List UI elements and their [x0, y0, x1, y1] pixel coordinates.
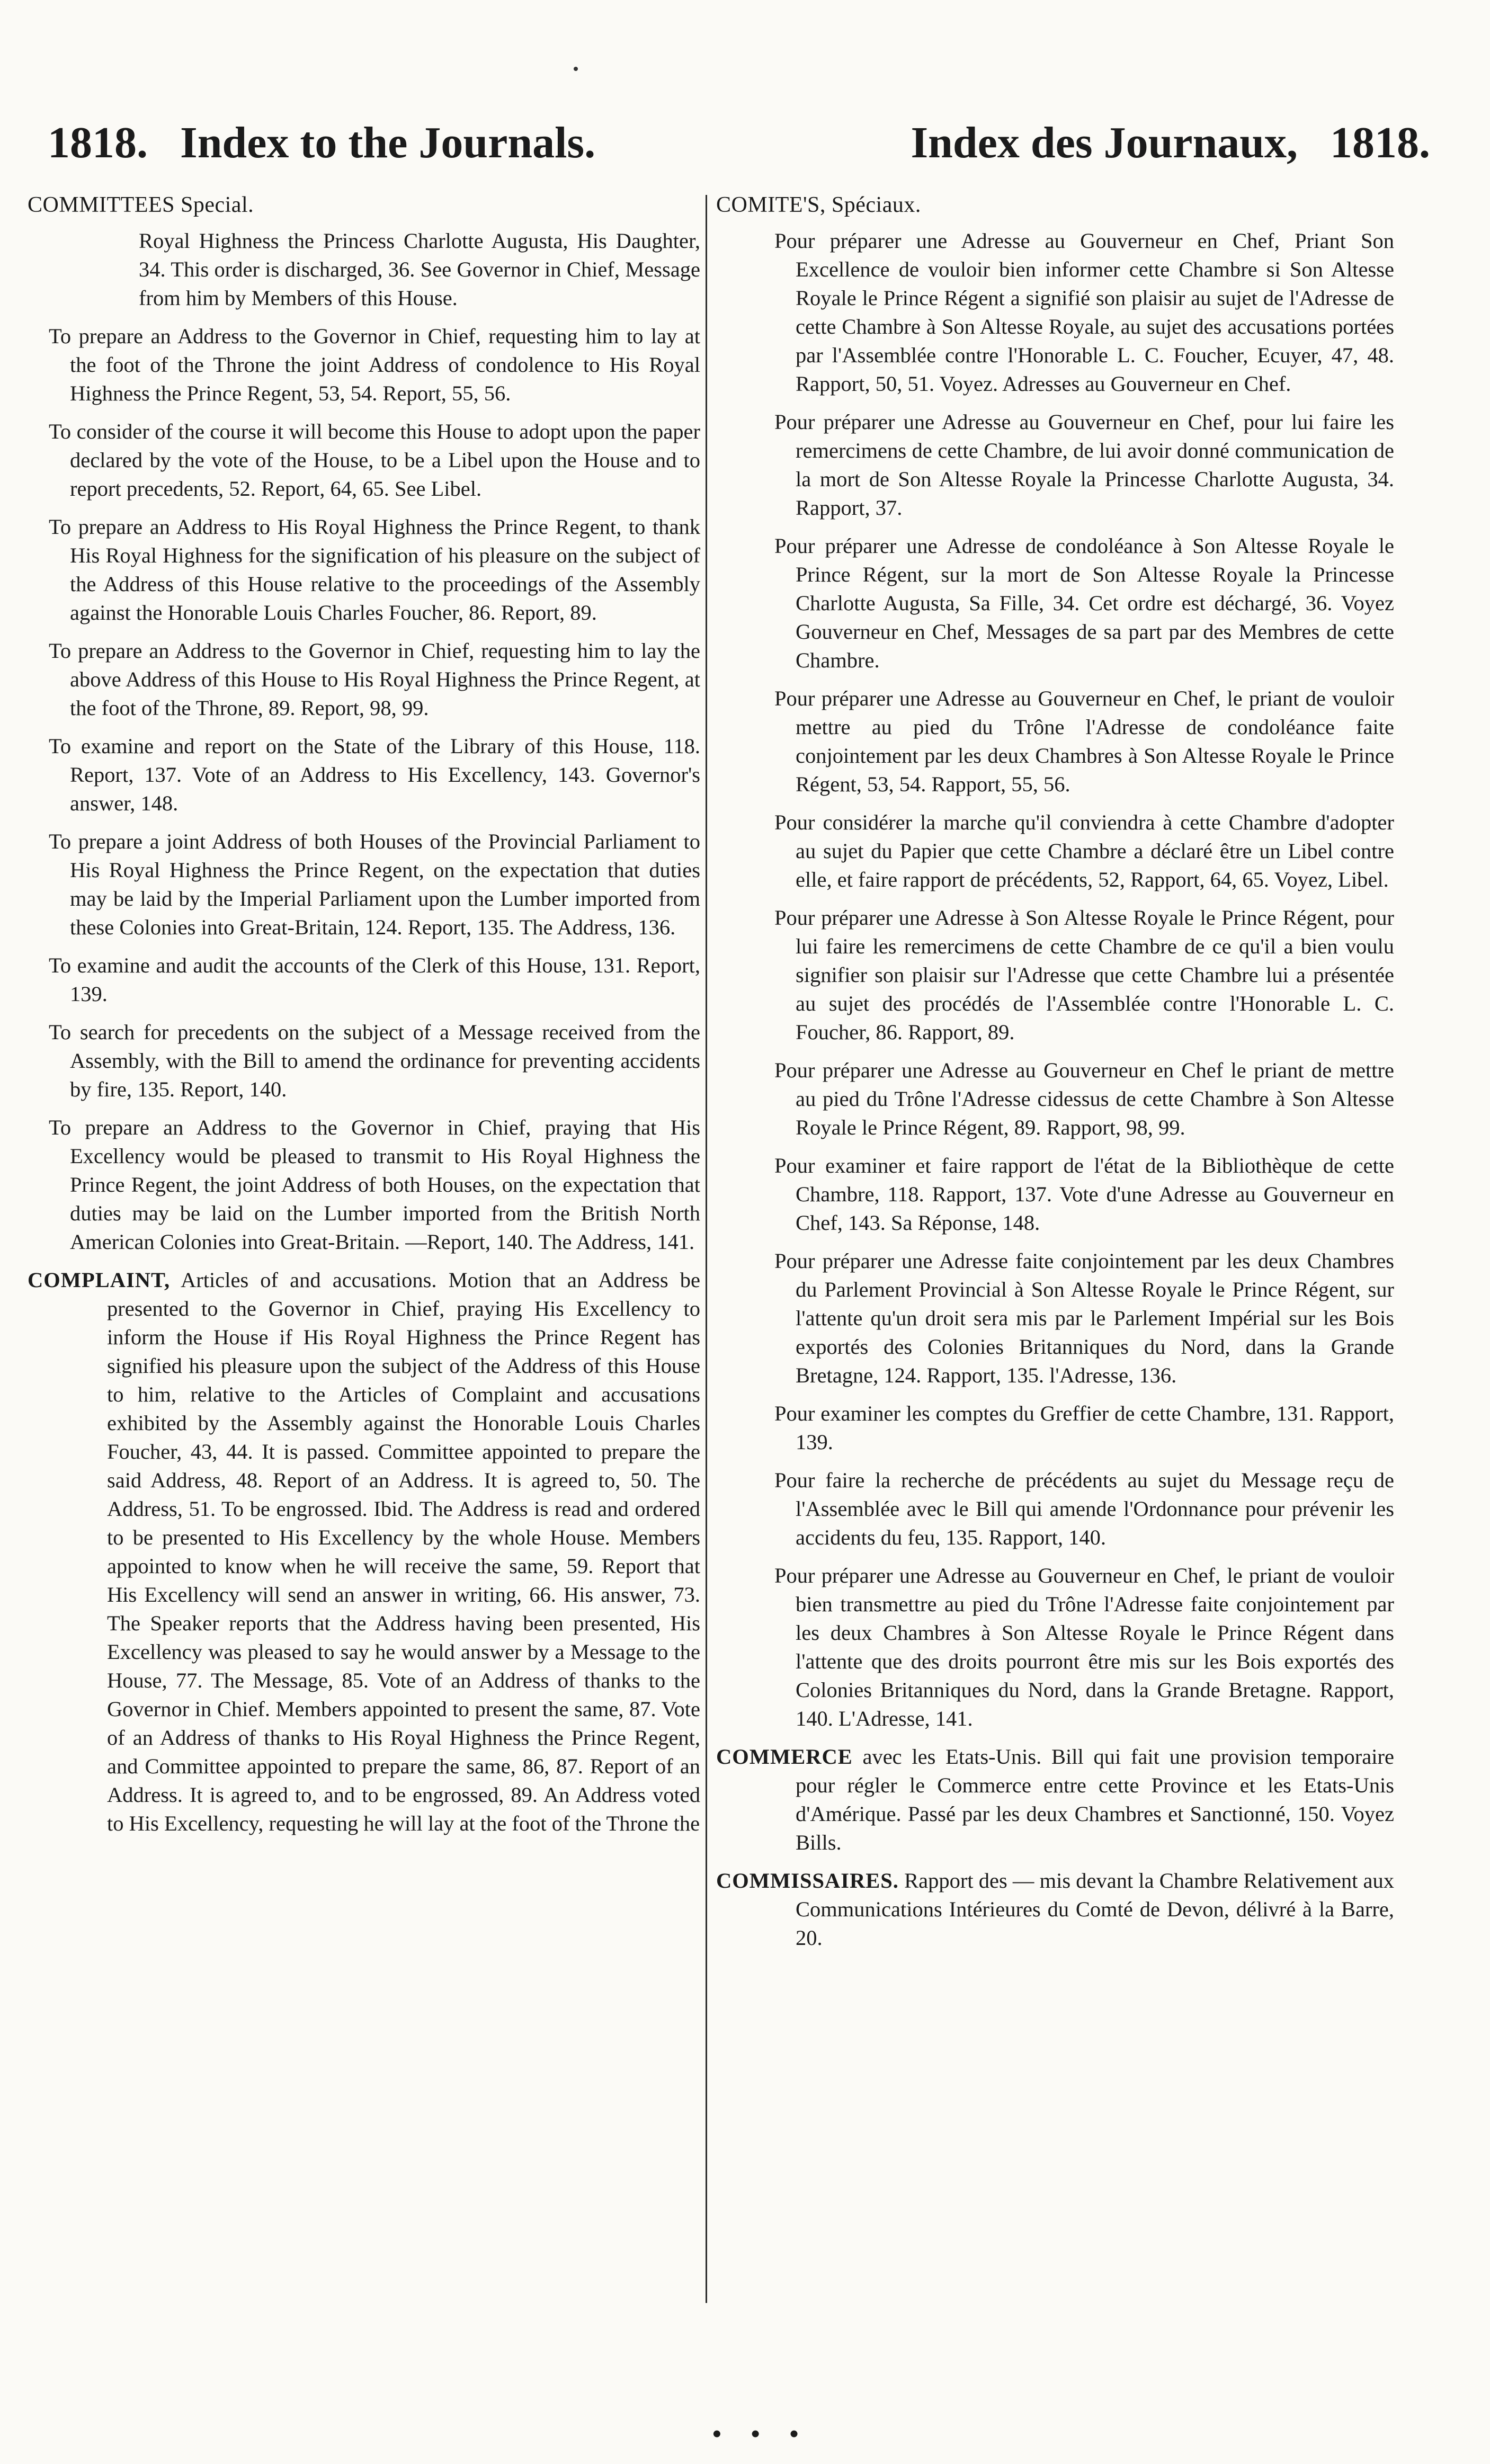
index-entry: To consider of the course it will become this House to adopt upon the paper declared by the vote of the House, to be a Libel upon the House and to report precedents, 52. Report, 64, 65. See Libel.	[49, 419, 700, 501]
index-entry: To prepare an Address to His Royal Highness the Prince Regent, to thank His Royal Highness for the signification of his pleasure on the subject of the Address of this House relative to the proceedings of the Assembly against the Honorable Louis Charles Foucher, 86. Report, 89.	[49, 515, 700, 624]
index-entry: Pour préparer une Adresse au Gouverneur en Chef le priant de mettre au pied du Trône l'Adresse cidessus de cette Chambre à Son Altesse Royale le Prince Régent, 89. Rapport, 98, 99.	[774, 1058, 1394, 1139]
index-entry: Pour préparer une Adresse faite conjointement par les deux Chambres du Parlement Provincial à Son Altesse Royale le Prince Régent, sur l'attente qu'un droit sera mis par le Parlement Impérial sur les Bois exportés des Colonies Britanniques du Nord, dans la Grande Bretagne, 124. Rapport, 135. l'Adresse, 136.	[774, 1249, 1394, 1387]
commissaires-heading: COMMISSAIRES.	[716, 1869, 899, 1892]
commerce-text: avec les Etats-Unis. Bill qui fait une provision temporaire pour régler le Commerce entre cette Province et les Etats-Unis d'Amérique. Passé par les deux Chambres et Sanctionné, 150. Voyez Bills.	[796, 1745, 1394, 1854]
index-entry: To search for precedents on the subject of a Message received from the Assembly, with the Bill to amend the ordinance for preventing accidents by fire, 135. Report, 140.	[49, 1020, 700, 1101]
index-entry: Pour préparer une Adresse à Son Altesse Royale le Prince Régent, pour lui faire les remercimens de cette Chambre de ce qu'il a bien voulu signifier son plaisir sur l'Adresse que cette Chambre lui a présentée au sujet des procédés de l'Assemblée contre l'Honorable L. C. Foucher, 86. Rapport, 89.	[774, 906, 1394, 1044]
left-header-title: Index to the Journals.	[180, 118, 596, 167]
complaint-entry	[28, 1266, 700, 1838]
index-entry: To prepare an Address to the Governor in Chief, praying that His Excellency would be pleased to transmit to His Royal Highness the Prince Regent, the joint Address of both Houses, on the expectation that duties may be laid on the Lumber imported from the British North American Colonies into Great-Britain. —Report, 140. The Address, 141.	[49, 1115, 700, 1254]
index-entry: Pour examiner et faire rapport de l'état de la Bibliothèque de cette Chambre, 118. Rapport, 137. Vote d'une Adresse au Gouverneur en Chef, 143. Sa Réponse, 148.	[774, 1154, 1394, 1235]
french-column	[716, 191, 1394, 1962]
index-entry: To prepare an Address to the Governor in Chief, requesting him to lay the above Address of this House to His Royal Highness the Prince Regent, at the foot of the Throne, 89. Report, 98, 99.	[49, 639, 700, 720]
index-entry: Pour préparer une Adresse au Gouverneur en Chef, pour lui faire les remercimens de cette Chambre, de lui avoir donné communication de la mort de Son Altesse Royale la Princesse Charlotte Augusta, 34. Rapport, 37.	[774, 410, 1394, 520]
left-header-year: 1818.	[48, 118, 148, 167]
complaint-heading: COMPLAINT,	[28, 1268, 171, 1292]
commissaires-text: Rapport des — mis devant la Chambre Relativement aux Communications Intérieures du Comté de Devon, délivré à la Barre, 20.	[796, 1869, 1394, 1950]
print-mark	[574, 67, 578, 71]
index-entry: Pour préparer une Adresse au Gouverneur en Chef, le priant de vouloir mettre au pied du Trône l'Adresse de condoléance faite conjointement par les deux Chambres à Son Altesse Royale le Prince Régent, 53, 54. Rapport, 55, 56.	[774, 686, 1394, 796]
right-running-header	[763, 111, 1430, 175]
index-entry: Pour considérer la marche qu'il conviendra à cette Chambre d'adopter au sujet du Papier que cette Chambre a déclaré être un Libel contre elle, et faire rapport de précédents, 52, Rapport, 64, 65. Voyez, Libel.	[774, 810, 1394, 891]
comites-heading: COMITE'S, Spéciaux.	[716, 193, 921, 217]
english-column	[28, 191, 700, 1847]
column-divider	[706, 195, 707, 2303]
commissaires-entry	[716, 1867, 1394, 1952]
footer-dots: • • •	[712, 2420, 810, 2448]
commerce-heading: COMMERCE	[716, 1745, 853, 1769]
index-entry: Pour examiner les comptes du Greffier de cette Chambre, 131. Rapport, 139.	[774, 1401, 1394, 1454]
right-header-title: Index des Journaux,	[911, 118, 1298, 167]
right-header-year: 1818.	[1330, 118, 1430, 167]
index-entry: Pour faire la recherche de précédents au sujet du Message reçu de l'Assemblée avec le Bill qui amende l'Ordonnance pour prévenir les accidents du feu, 135. Rapport, 140.	[774, 1468, 1394, 1549]
index-entry: Royal Highness the Princess Charlotte Augusta, His Daughter, 34. This order is discharged, 36. See Governor in Chief, Message from him by Members of this House.	[139, 229, 700, 310]
index-entry: To prepare a joint Address of both Houses of the Provincial Parliament to His Royal Highness the Prince Regent, on the expectation that duties may be laid by the Imperial Parliament upon the Lumber imported from these Colonies into Great-Britain, 124. Report, 135. The Address, 136.	[49, 829, 700, 939]
index-entry: Pour préparer une Adresse au Gouverneur en Chef, le priant de vouloir bien transmettre au pied du Trône l'Adresse faite conjointement par les deux Chambres à Son Altesse Royale le Prince Régent dans l'attente que des droits pourront être mis sur les Bois exportés des Colonies Britanniques du Nord, dans la Grande Bretagne. Rapport, 140. L'Adresse, 141.	[774, 1564, 1394, 1730]
index-entry: To examine and report on the State of the Library of this House, 118. Report, 137. Vote of an Address to His Excellency, 143. Governor's answer, 148.	[49, 734, 700, 815]
complaint-text: Articles of and accusations. Motion that an Address be presented to the Governor in Chief, praying His Excellency to inform the House if His Royal Highness the Prince Regent has signified his pleasure upon the subject of the Address of this House to him, relative to the Articles of Complaint and accusations exhibited by the Assembly against the Honorable Louis Charles Foucher, 43, 44. It is passed. Committee appointed to prepare the said Address, 48. Report of an Address. It is agreed to, 50. The Address, 51. To be engrossed. Ibid. The Address is read and ordered to be presented to His Excellency by the whole House. Members appointed to know when he will receive the same, 59. Report that His Excellency will send an answer in writing, 66. His answer, 73. The Speaker reports that the Address having been presented, His Excellency was pleased to say he would answer by a Message to the House, 77. The Message, 85. Vote of an Address of thanks to the Governor in Chief. Members appointed to present the same, 87. Vote of an Address of thanks to His Royal Highness the Prince Regent, and Committee appointed to prepare the same, 86, 87. Report of an Address. It is agreed to, and to be engrossed, 89. An Address voted to His Excellency, requesting he will lay at the foot of the Throne the	[107, 1268, 700, 1835]
index-entry: To prepare an Address to the Governor in Chief, requesting him to lay at the foot of the Throne the joint Address of condolence to His Royal Highness the Prince Regent, 53, 54. Report, 55, 56.	[49, 324, 700, 405]
index-entry: To examine and audit the accounts of the Clerk of this House, 131. Report, 139.	[49, 953, 700, 1006]
index-entry: Pour préparer une Adresse au Gouverneur en Chef, Priant Son Excellence de vouloir bien informer cette Chambre si Son Altesse Royale le Prince Régent a signifié son plaisir au sujet de l'Adresse de cette Chambre à Son Altesse Royale, au sujet des accusations portées par l'Assemblée contre l'Honorable L. C. Foucher, Ecuyer, 47, 48. Rapport, 50, 51. Voyez. Adresses au Gouverneur en Chef.	[774, 229, 1394, 396]
left-running-header	[48, 111, 704, 175]
index-entry: Pour préparer une Adresse de condoléance à Son Altesse Royale le Prince Régent, sur la mort de Son Altesse Royale la Princesse Charlotte Augusta, Sa Fille, 34. Cet ordre est déchargé, 36. Voyez Gouverneur en Chef, Messages de sa part par des Membres de cette Chambre.	[774, 534, 1394, 672]
commerce-entry	[716, 1743, 1394, 1857]
committees-heading: COMMITTEES Special.	[28, 193, 254, 217]
